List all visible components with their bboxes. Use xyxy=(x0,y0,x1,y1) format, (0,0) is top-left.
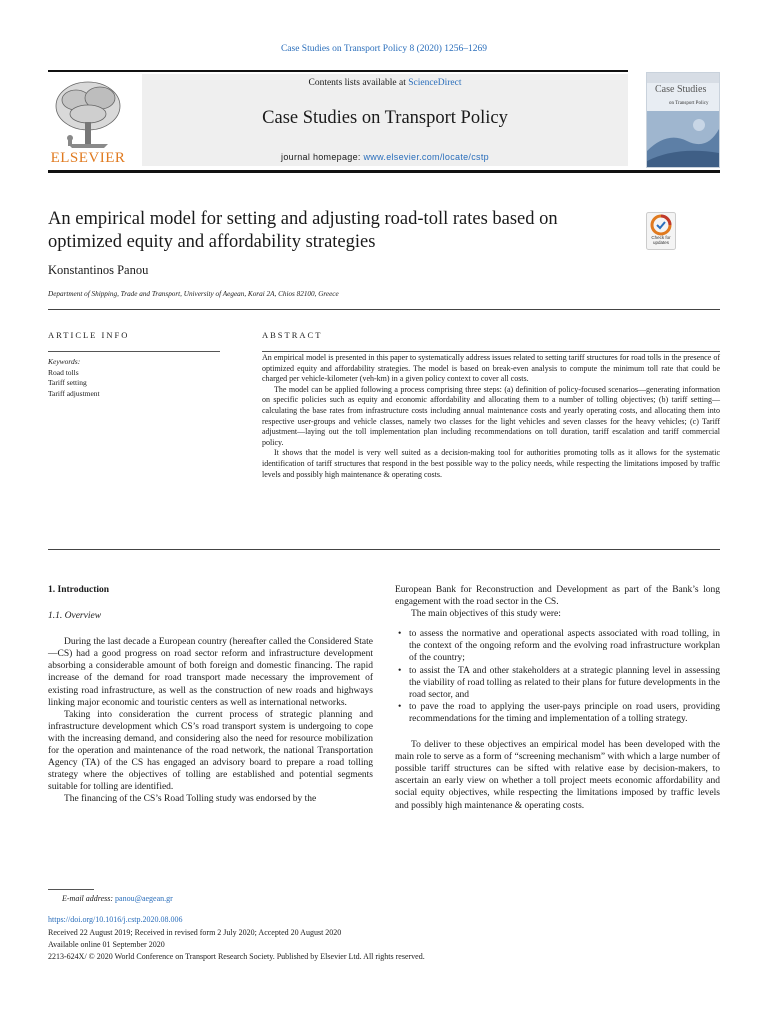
list-item xyxy=(395,628,720,664)
objectives-list xyxy=(395,628,720,725)
section-heading: 1. Introduction xyxy=(48,585,110,595)
masthead-bottom-rule xyxy=(48,170,720,173)
cover-topbar xyxy=(647,73,719,83)
journal-citation-link[interactable]: Case Studies on Transport Policy 8 (2020) 1256–1269 xyxy=(280,44,488,54)
article-info-rule xyxy=(48,351,220,352)
body-paragraph: To deliver to these objectives an empirical model has been developed with the main role to serve as a form of “screening mechanism” with which a large number of possible tariff structures can be sifted with relative ease by decision-makers, to ascertain an early view on whether a toll project meets economic affordability and social equity objectives, while respecting the limitations imposed by traffic levels and possibly high maintenance & operating costs. xyxy=(395,740,720,811)
publisher-logo-text: ELSEVIER xyxy=(50,150,126,166)
doi-link[interactable]: https://doi.org/10.1016/j.cstp.2020.08.006 xyxy=(48,915,183,924)
footnote-rule xyxy=(48,889,94,890)
author-email-link[interactable]: panou@aegean.gr xyxy=(115,894,173,903)
check-updates-label: Check for updates xyxy=(651,235,671,245)
bullet-icon: • xyxy=(398,701,402,712)
body-paragraph: Taking into consideration the current process of strategic planning and infrastructure development which CS’s road transport system is undergoing to cope with the increasing demand, and considering also the need for resource mobilization for the operation and maintenance of the road network, the national Transportation Agency (TA) of the CS has engaged an advisory board to prepare a road tolling strategy where the objectives of tolling are established and potential segments suitable for tolling are identified. xyxy=(48,709,373,793)
copyright-line: 2213-624X/ © 2020 World Conference on Transport Research Society. Published by Elsevier Ltd. All rights reserved. xyxy=(48,952,425,961)
masthead-top-rule xyxy=(48,70,628,72)
body-left-column xyxy=(48,584,373,806)
author-affiliation: Department of Shipping, Trade and Transport, University of Aegean, Korai 2A, Chios 82100, Greece xyxy=(48,290,339,298)
objective-text: to pave the road to applying the user-pays principle on road users, providing recommendations for the timing and implementation of a tolling strategy. xyxy=(409,701,720,724)
abstract-text xyxy=(262,353,720,480)
list-item xyxy=(395,665,720,701)
body-paragraph: During the last decade a European country (hereafter called the Considered State—CS) had a good progress on road sector reform and infrastructure development absorbing a considerable amount of both foreign and domestic financing. The rapid increase of the demand for road transport made necessary the improvement of existing road infrastructure, as well as the construction of new roads and highways linking major economic and touristic centers as well as international networks. xyxy=(48,637,373,708)
sciencedirect-link[interactable]: ScienceDirect xyxy=(408,78,462,88)
footnote xyxy=(62,894,173,903)
abstract-paragraph: An empirical model is presented in this paper to systematically address issues related to setting tariff structures for road tolls in the presence of optimized equity and affordability strategies. The model is based on break-even analysis to compute the minimum toll rate that could be charged per vehicle-kilometer (veh-km) in a given policy context to cover all costs. xyxy=(262,353,720,384)
objective-text: to assist the TA and other stakeholders at a strategic planning level in assessing the viability of road tolling as related to their plans for future developments in the road sector, and xyxy=(409,665,720,700)
keyword-item: Road tolls xyxy=(48,367,79,377)
abstract-paragraph: The model can be applied following a process comprising three steps: (a) definition of policy-focused scenarios—generating information on specific policies such as equity and economic affordability and allocating them to a number of tolling objectives; (b) tariff setting—calculating the base rates from infrastructure costs including annual maintenance costs and yearly operating costs, and allocating them into respective user-groups and vehicle classes, namely two classes for the light vehicles and seven classes for the heavy vehicles; (c) Tariff adjustment—laying out the toll implementation plan including recommendations on toll duration, tariff escalation and tariff commercial policy. xyxy=(262,384,720,447)
abstract-heading: ABSTRACT xyxy=(262,330,323,340)
body-paragraph: The financing of the CS’s Road Tolling study was endorsed by the xyxy=(64,794,317,805)
keywords-label: Keywords: xyxy=(48,357,81,366)
abstract-paragraph: It shows that the model is very well suited as a decision-making tool for authorities promoting tolls as it allows for the systematic identification of tariff structures that respond in the best possible way to the policy needs, while respecting the limitations imposed by traffic levels and possibly high maintenance & operating costs. xyxy=(262,448,720,479)
keywords-block xyxy=(48,357,100,399)
body-paragraph: European Bank for Reconstruction and Development as part of the Bank’s long engagement with the road sector in the CS. xyxy=(395,585,720,608)
objectives-intro: The main objectives of this study were: xyxy=(411,609,561,620)
keyword-item: Tariff adjustment xyxy=(48,388,100,398)
homepage-prefix: journal homepage: xyxy=(281,152,364,162)
received-dates: Received 22 August 2019; Received in revised form 2 July 2020; Accepted 20 August 2020 xyxy=(48,928,342,937)
check-for-updates-icon[interactable] xyxy=(646,212,676,250)
online-date: Available online 01 September 2020 xyxy=(48,940,165,949)
keyword-item: Tariff setting xyxy=(48,378,87,387)
body-right-column xyxy=(395,584,720,812)
spacer xyxy=(395,725,720,739)
cover-title: Case Studies xyxy=(655,84,707,95)
article-info-heading: ARTICLE INFO xyxy=(48,330,130,340)
bullet-icon: • xyxy=(398,665,402,676)
objective-text: to assess the normative and operational aspects associated with road tolling, in the context of the ongoing reform and the evolving road infrastructure workplan of the country; xyxy=(409,629,720,664)
journal-homepage-link[interactable]: www.elsevier.com/locate/cstp xyxy=(363,152,489,162)
contents-line xyxy=(142,78,628,88)
list-item xyxy=(395,701,720,725)
article-title: An empirical model for setting and adjusting road-toll rates based on optimized equity and affordability strategies xyxy=(48,209,558,252)
journal-title: Case Studies on Transport Policy xyxy=(262,108,508,128)
abstract-divider xyxy=(48,549,720,550)
journal-cover-thumbnail[interactable] xyxy=(646,72,720,168)
cover-artwork xyxy=(647,111,719,167)
journal-homepage-line xyxy=(142,152,628,162)
abstract-rule xyxy=(262,351,720,352)
email-label: E-mail address: xyxy=(62,894,116,903)
cover-subtitle: on Transport Policy xyxy=(669,101,709,106)
title-divider xyxy=(48,309,720,310)
bullet-icon: • xyxy=(398,629,402,640)
subsection-heading: 1.1. Overview xyxy=(48,611,102,622)
contents-prefix: Contents lists available at xyxy=(308,78,409,88)
author-name[interactable]: Konstantinos Panou xyxy=(48,263,149,277)
